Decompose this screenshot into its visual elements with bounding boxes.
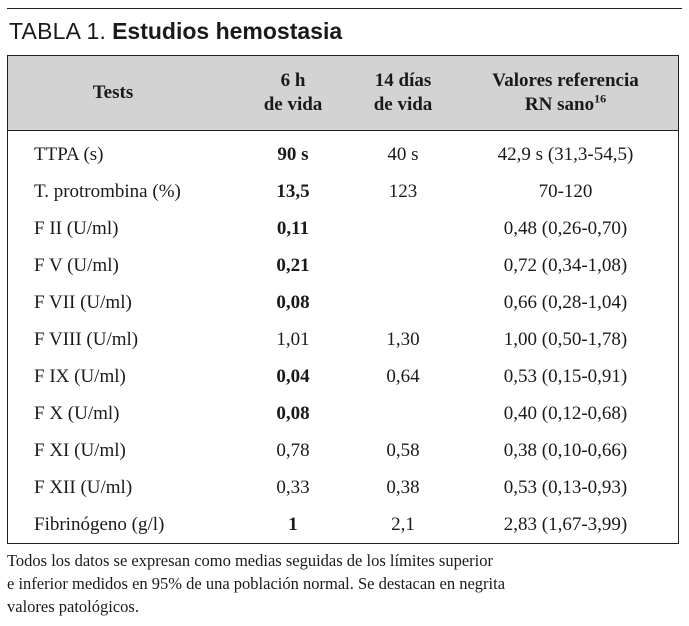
cell-reference: 70-120	[538, 181, 593, 202]
cell-reference: 0,53 (0,15-0,91)	[503, 366, 628, 387]
table-row	[8, 210, 678, 247]
cell-14d	[348, 210, 458, 247]
table-row	[8, 136, 678, 173]
cell-test: F VIII (U/ml)	[34, 329, 139, 350]
cell-reference: 2,83 (1,67-3,99)	[503, 514, 628, 535]
footnote-line: e inferior medidos en 95% de una población normal. Se destacan en negrita	[7, 574, 506, 593]
cell-reference: 0,38 (0,10-0,66)	[503, 440, 628, 461]
header-tests	[8, 56, 218, 130]
header-reference-line2: RN sano	[524, 94, 595, 115]
cell-6h: 0,11	[276, 218, 310, 239]
cell-6h: 1,01	[276, 329, 310, 350]
cell-6h: 1	[288, 514, 298, 535]
cell-test: T. protrombina (%)	[34, 181, 181, 202]
cell-test: F V (U/ml)	[34, 255, 119, 276]
header-6h-line1: 6 h	[280, 70, 306, 91]
table-footnote	[7, 549, 682, 618]
table-row	[8, 432, 678, 469]
header-6h-line2: de vida	[263, 94, 323, 115]
hemostasis-table	[7, 55, 679, 544]
cell-reference: 0,66 (0,28-1,04)	[503, 292, 628, 313]
table-title	[9, 15, 679, 47]
table-row	[8, 506, 678, 543]
cell-reference: 0,72 (0,34-1,08)	[503, 255, 628, 276]
cell-14d: 0,58	[386, 440, 420, 461]
cell-test: F XII (U/ml)	[34, 477, 133, 498]
table-row	[8, 395, 678, 432]
table-number: TABLA 1.	[9, 18, 107, 44]
cell-test: F IX (U/ml)	[34, 366, 126, 387]
title-top-rule	[7, 8, 682, 9]
cell-6h: 90 s	[277, 144, 309, 165]
footnote-line: valores patológicos.	[7, 597, 139, 616]
cell-14d	[348, 284, 458, 321]
header-reference-line2-wrap	[525, 93, 606, 117]
cell-14d: 123	[388, 181, 418, 202]
cell-6h: 13,5	[276, 181, 310, 202]
cell-6h: 0,04	[276, 366, 310, 387]
cell-test: F XI (U/ml)	[34, 440, 126, 461]
cell-test: F X (U/ml)	[34, 403, 120, 424]
table-row	[8, 469, 678, 506]
cell-14d	[348, 395, 458, 432]
footnote-line: Todos los datos se expresan como medias seguidas de los límites superior	[7, 551, 493, 570]
cell-test: F II (U/ml)	[34, 218, 119, 239]
header-reference	[458, 56, 673, 130]
table-row	[8, 358, 678, 395]
cell-14d: 0,38	[386, 477, 420, 498]
header-14d-line1: 14 días	[374, 70, 432, 91]
table-row	[8, 321, 678, 358]
cell-14d: 0,64	[386, 366, 420, 387]
table-body	[8, 136, 678, 543]
cell-reference: 42,9 s (31,3-54,5)	[497, 144, 634, 165]
cell-6h: 0,08	[276, 403, 310, 424]
cell-14d: 40 s	[387, 144, 419, 165]
header-6h	[243, 56, 343, 130]
header-14d	[348, 56, 458, 130]
cell-reference: 0,53 (0,13-0,93)	[503, 477, 628, 498]
table-row	[8, 173, 678, 210]
cell-6h: 0,21	[276, 255, 310, 276]
table-row	[8, 247, 678, 284]
cell-reference: 1,00 (0,50-1,78)	[503, 329, 628, 350]
cell-6h: 0,78	[276, 440, 310, 461]
cell-14d	[348, 247, 458, 284]
cell-test: TTPA (s)	[34, 144, 104, 165]
table-row	[8, 284, 678, 321]
table-header	[8, 56, 678, 131]
header-reference-line1: Valores referencia	[492, 70, 639, 91]
cell-reference: 0,48 (0,26-0,70)	[503, 218, 628, 239]
header-tests-label: Tests	[92, 82, 134, 103]
reference-superscript: 16	[594, 91, 607, 106]
cell-14d: 2,1	[391, 514, 415, 535]
table-caption: Estudios hemostasia	[112, 18, 343, 44]
header-14d-line2: de vida	[373, 94, 433, 115]
cell-14d: 1,30	[386, 329, 420, 350]
cell-test: Fibrinógeno (g/l)	[34, 514, 165, 535]
cell-reference: 0,40 (0,12-0,68)	[503, 403, 628, 424]
cell-6h: 0,33	[276, 477, 310, 498]
cell-6h: 0,08	[276, 292, 310, 313]
cell-test: F VII (U/ml)	[34, 292, 132, 313]
